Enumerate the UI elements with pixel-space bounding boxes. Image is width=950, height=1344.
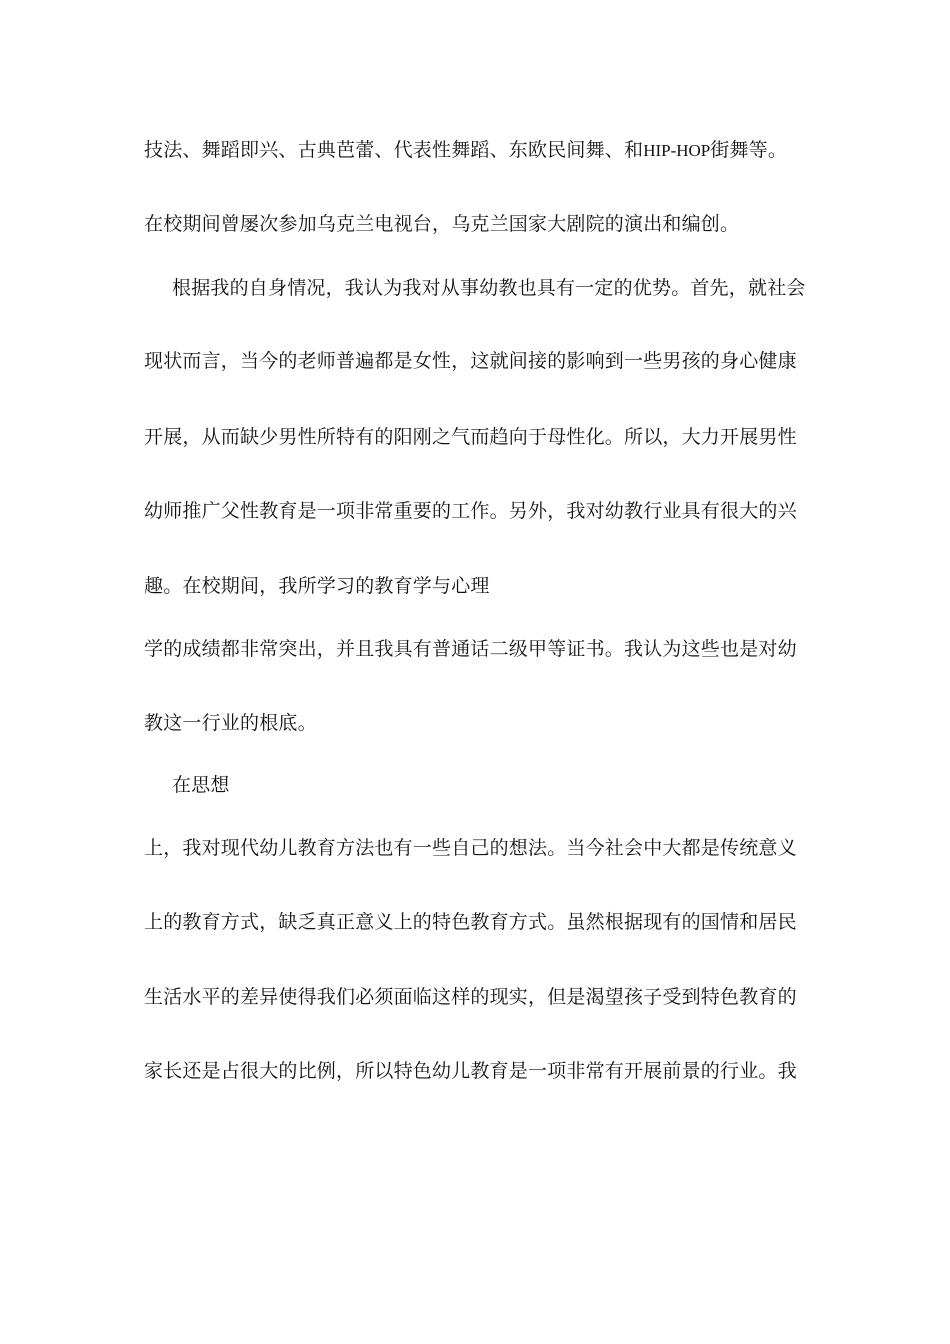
text-segment: 街舞等。 [710,139,788,161]
text-segment: 技法、舞蹈即兴、古典芭蕾、代表性舞蹈、东欧民间舞、和 [144,139,644,161]
text-line: 家长还是占很大的比例，所以特色幼儿教育是一项非常有开展前景的行业。我 [144,1060,797,1082]
latin-term: HIP-HOP [643,141,711,160]
text-line [144,138,787,163]
paragraph-start-line: 在思想 [172,774,230,796]
text-line: 上，我对现代幼儿教育方法也有一些自己的想法。当今社会中大都是传统意义 [144,837,797,859]
text-line: 幼师推广父性教育是一项非常重要的工作。另外，我对幼教行业具有很大的兴 [144,500,797,522]
text-line: 上的教育方式，缺乏真正意义上的特色教育方式。虽然根据现有的国情和居民 [144,911,797,933]
text-line: 现状而言，当今的老师普遍都是女性，这就间接的影响到一些男孩的身心健康 [144,350,797,372]
text-line: 教这一行业的根底。 [144,712,317,734]
text-line: 趣。在校期间，我所学习的教育学与心理 [144,575,490,597]
text-line: 开展，从而缺少男性所特有的阳刚之气而趋向于母性化。所以，大力开展男性 [144,426,797,448]
text-line: 生活水平的差异使得我们必须面临这样的现实，但是渴望孩子受到特色教育的 [144,986,797,1008]
text-line: 学的成绩都非常突出，并且我具有普通话二级甲等证书。我认为这些也是对幼 [144,638,797,660]
paragraph-start-line: 根据我的自身情况，我认为我对从事幼教也具有一定的优势。首先，就社会 [172,277,806,299]
text-line: 在校期间曾屡次参加乌克兰电视台，乌克兰国家大剧院的演出和编创。 [144,213,740,235]
